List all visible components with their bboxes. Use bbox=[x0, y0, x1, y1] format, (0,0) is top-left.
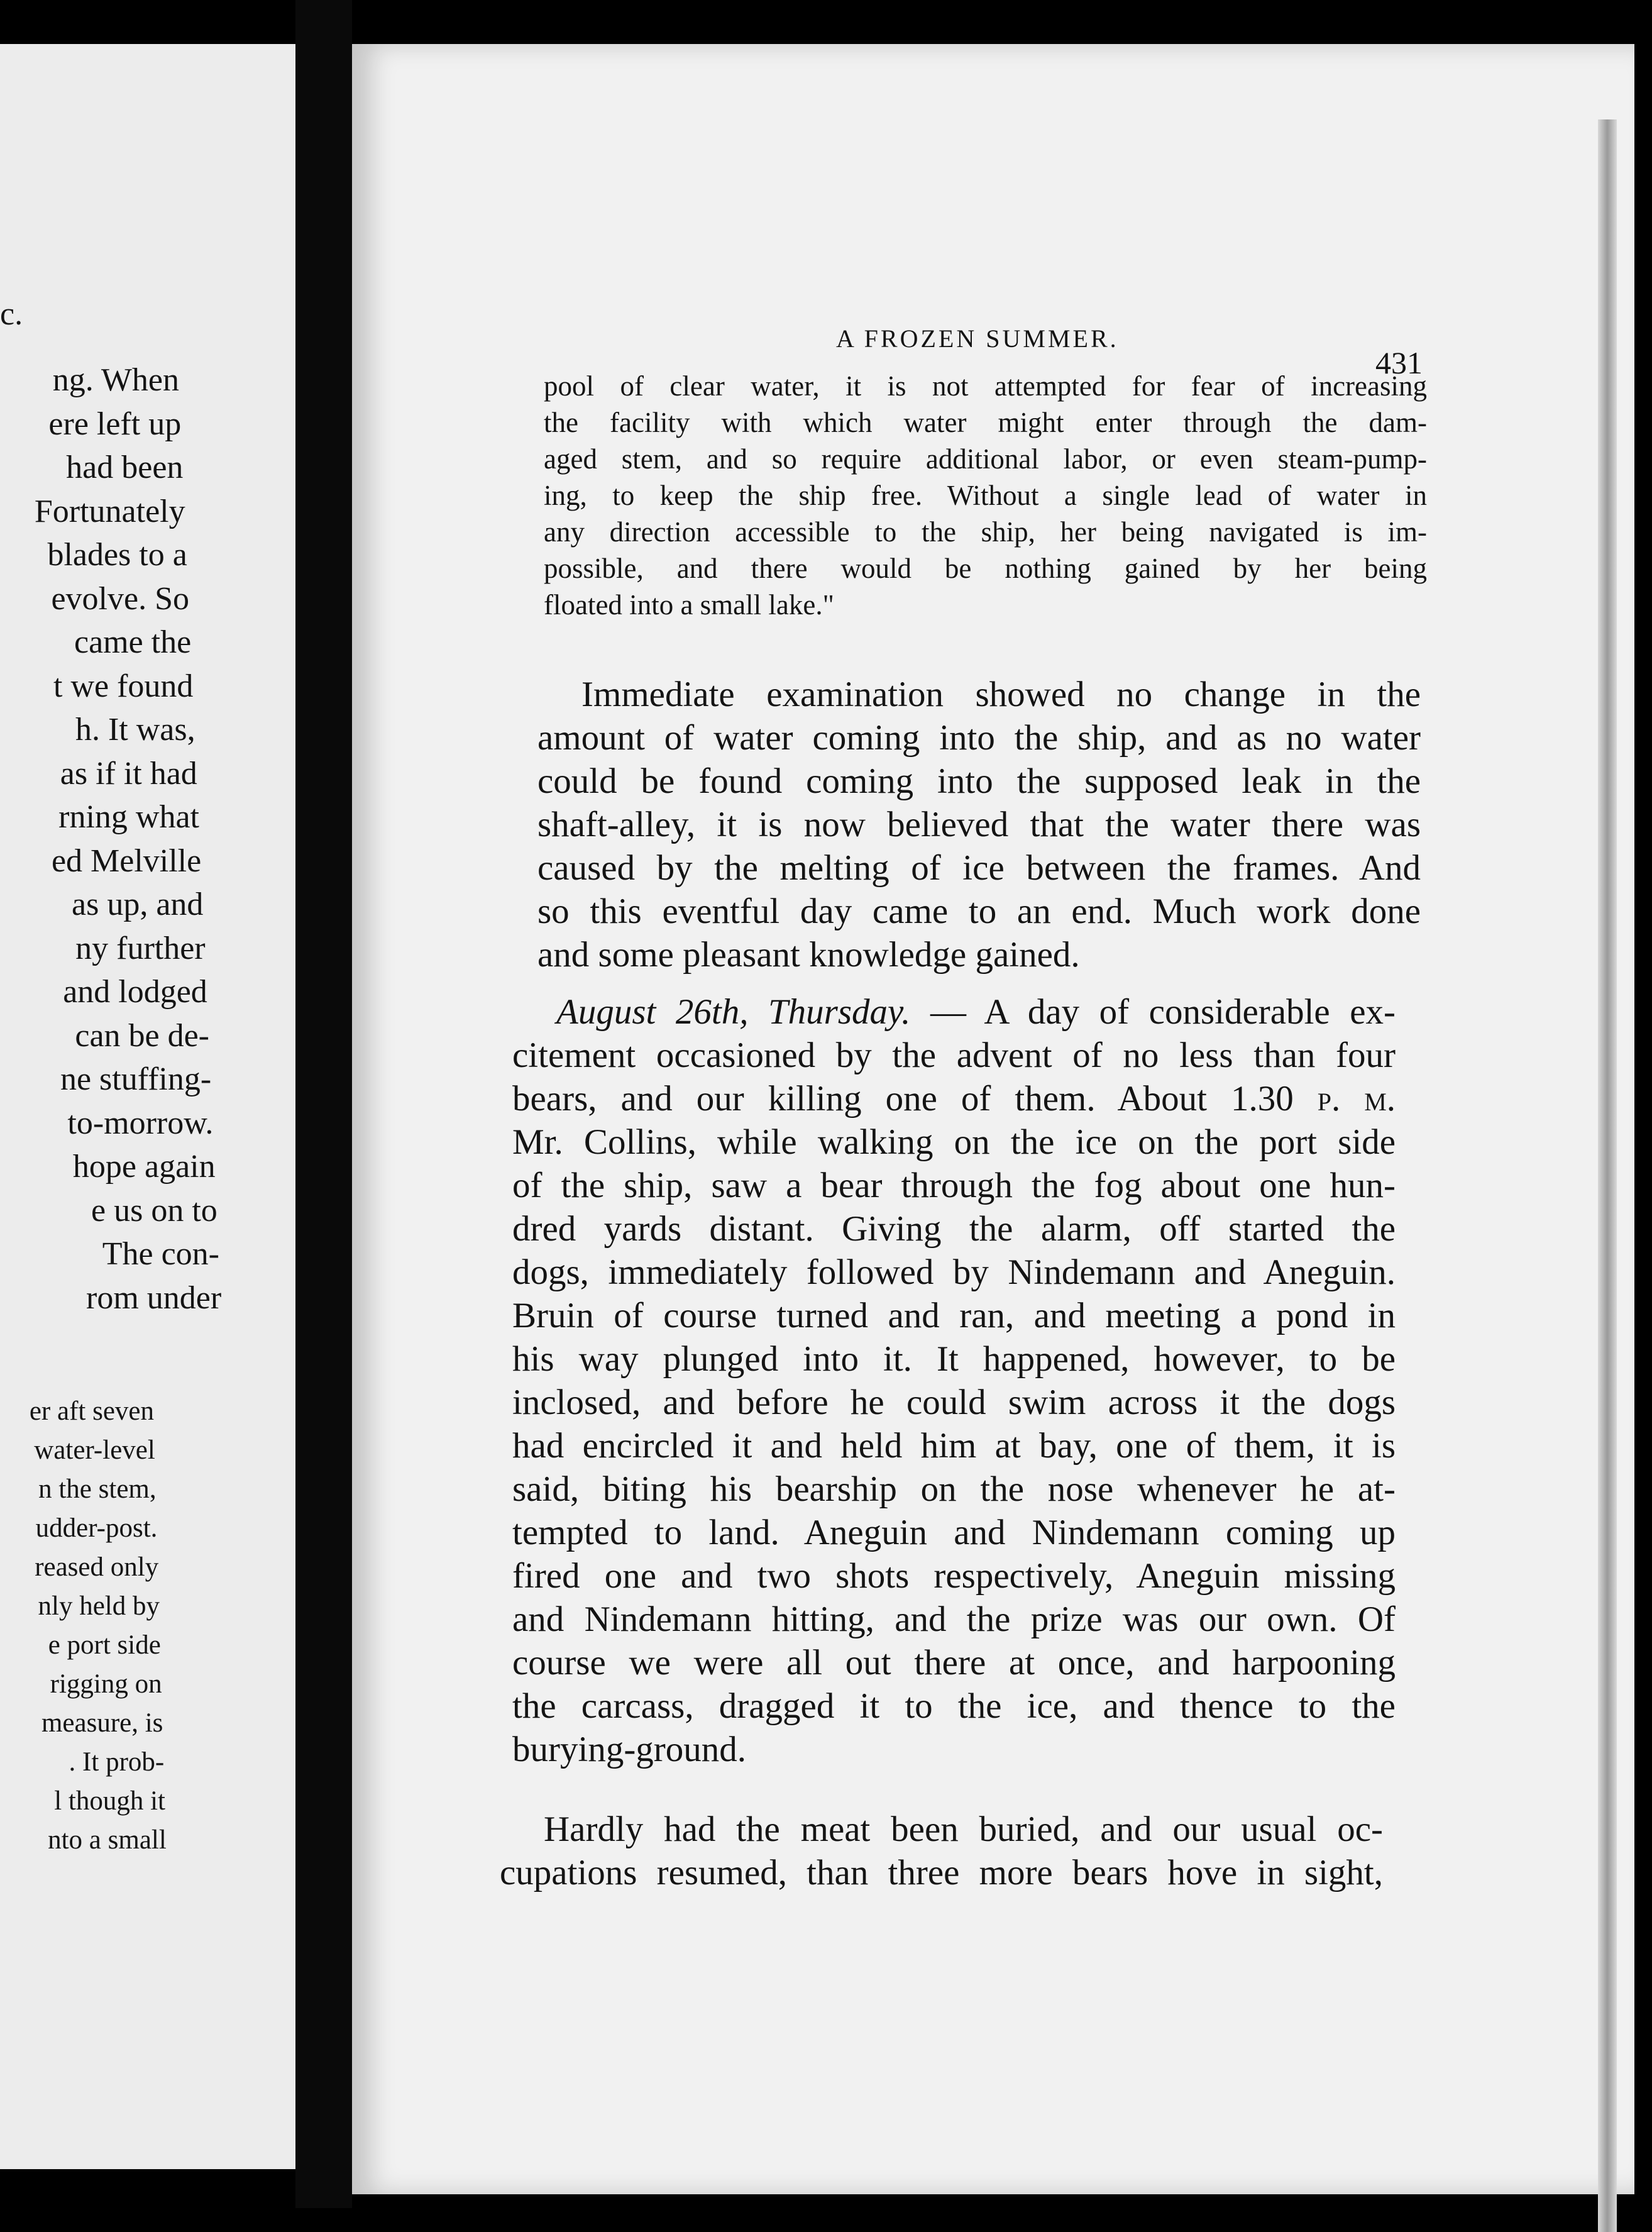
running-head: A FROZEN SUMMER. bbox=[836, 324, 1119, 353]
text-line: could be found coming into the supposed leak in the bbox=[537, 761, 1421, 801]
text-line: floated into a small lake." bbox=[544, 589, 834, 621]
text-line: amount of water coming into the ship, and as no water bbox=[537, 718, 1421, 758]
left-footnote-line: reased only bbox=[35, 1552, 159, 1582]
left-text-line: ed Melville bbox=[51, 843, 202, 879]
left-text-line: came the bbox=[74, 624, 192, 660]
left-text-line: ny further bbox=[75, 930, 206, 966]
left-footnote-line: l though it bbox=[54, 1786, 165, 1816]
left-header-fragment: c. bbox=[0, 296, 23, 332]
left-page bbox=[0, 44, 295, 2169]
text-line: Hardly had the meat been buried, and our usual oc- bbox=[544, 1809, 1383, 1849]
left-text-line: ere left up bbox=[48, 406, 182, 442]
text-line: and Nindemann hitting, and the prize was our own. Of bbox=[512, 1599, 1396, 1639]
left-footnote-line: nto a small bbox=[48, 1825, 167, 1855]
text-line: shaft-alley, it is now believed that the water there was bbox=[537, 805, 1421, 844]
left-text-line: to-morrow. bbox=[67, 1105, 214, 1141]
text-line: dogs, immediately followed by Nindemann and Aneguin. bbox=[512, 1252, 1396, 1292]
text-line: of the ship, saw a bear through the fog about one hun- bbox=[512, 1166, 1396, 1205]
page-number: 431 bbox=[1375, 345, 1423, 380]
left-text-line: had been bbox=[66, 450, 184, 485]
text-line: August 26th, Thursday. — A day of considerable ex- bbox=[556, 992, 1396, 1032]
text-line: so this eventful day came to an end. Much work done bbox=[537, 892, 1421, 931]
text-line: the carcass, dragged it to the ice, and thence to the bbox=[512, 1686, 1396, 1726]
left-footnote-line: water-level bbox=[34, 1435, 155, 1465]
text-line: the facility with which water might enter through the dam- bbox=[544, 407, 1427, 438]
time-marker: p. m. bbox=[1317, 1079, 1396, 1119]
text-line: possible, and there would be nothing gained by her being bbox=[544, 553, 1427, 584]
left-text-line: rom under bbox=[86, 1279, 222, 1316]
left-footnote-line: . It prob- bbox=[69, 1747, 165, 1777]
left-text-line: e us on to bbox=[91, 1192, 218, 1229]
left-footnote-line: rigging on bbox=[50, 1669, 162, 1699]
paragraph-examination bbox=[537, 673, 1421, 976]
left-text-line: h. It was, bbox=[75, 712, 195, 748]
text-line: inclosed, and before he could swim across it the dogs bbox=[512, 1383, 1396, 1422]
text-line: and some pleasant knowledge gained. bbox=[537, 935, 1080, 975]
text-line: cupations resumed, than three more bears hove in sight, bbox=[500, 1853, 1383, 1892]
text-line: fired one and two shots respectively, Aneguin missing bbox=[512, 1556, 1396, 1596]
left-footnote-line: e port side bbox=[48, 1630, 161, 1660]
left-text-line: ne stuffing- bbox=[60, 1061, 212, 1097]
left-footnote-line: er aft seven bbox=[29, 1396, 154, 1426]
left-text-line: The con- bbox=[102, 1236, 219, 1272]
text-line: bears, and our killing one of them. About 1.30 p. m. bbox=[512, 1079, 1396, 1119]
text-line: citement occasioned by the advent of no less than four bbox=[512, 1036, 1396, 1075]
left-text-line: and lodged bbox=[63, 974, 207, 1010]
left-footnote-line: nly held by bbox=[38, 1591, 160, 1621]
left-text-line: Fortunately bbox=[34, 493, 185, 529]
left-text-line: blades to a bbox=[47, 537, 187, 573]
left-footnote-line: udder-post. bbox=[35, 1513, 158, 1543]
text-line: Bruin of course turned and ran, and meeting a pond in bbox=[512, 1296, 1396, 1335]
left-text-line: rning what bbox=[58, 799, 199, 835]
left-text-line: as up, and bbox=[72, 887, 204, 922]
text-line: any direction accessible to the ship, her being navigated is im- bbox=[544, 516, 1427, 548]
left-footnote-line: measure, is bbox=[41, 1708, 163, 1738]
text-line: had encircled it and held him at bay, one of them, it is bbox=[512, 1426, 1396, 1466]
text-line: said, biting his bearship on the nose whenever he at- bbox=[512, 1469, 1396, 1509]
paragraph-three-bears bbox=[500, 1808, 1383, 1894]
text-line: caused by the melting of ice between the frames. And bbox=[537, 848, 1421, 888]
paragraph-august-26 bbox=[512, 990, 1396, 1771]
book-spine bbox=[295, 0, 352, 2208]
text-line: tempted to land. Aneguin and Nindemann coming up bbox=[512, 1513, 1396, 1552]
left-text-line: hope again bbox=[72, 1149, 216, 1185]
left-footnote-line: n the stem, bbox=[38, 1474, 157, 1504]
entry-date: August 26th, Thursday. bbox=[556, 992, 911, 1032]
left-text-line: evolve. So bbox=[51, 580, 189, 617]
quoted-passage bbox=[544, 368, 1427, 623]
text-line: course we were all out there at once, and harpooning bbox=[512, 1643, 1396, 1682]
text-line: Immediate examination showed no change in the bbox=[581, 675, 1421, 714]
left-text-line: ng. When bbox=[52, 362, 179, 398]
text-line: his way plunged into it. It happened, however, to be bbox=[512, 1339, 1396, 1379]
text-line: aged stem, and so require additional labor, or even steam-pump- bbox=[544, 443, 1427, 475]
left-text-line: can be de- bbox=[75, 1017, 209, 1054]
page-edge bbox=[1598, 119, 1617, 2232]
left-text-line: t we found bbox=[53, 668, 194, 704]
text-line: Mr. Collins, while walking on the ice on the port side bbox=[512, 1122, 1396, 1162]
text-line: burying-ground. bbox=[512, 1730, 747, 1769]
text-line: ing, to keep the ship free. Without a single lead of water in bbox=[544, 480, 1427, 511]
text-line: pool of clear water, it is not attempted for fear of increasing bbox=[544, 370, 1427, 402]
text-line: dred yards distant. Giving the alarm, off started the bbox=[512, 1209, 1396, 1249]
left-text-line: as if it had bbox=[60, 755, 197, 792]
